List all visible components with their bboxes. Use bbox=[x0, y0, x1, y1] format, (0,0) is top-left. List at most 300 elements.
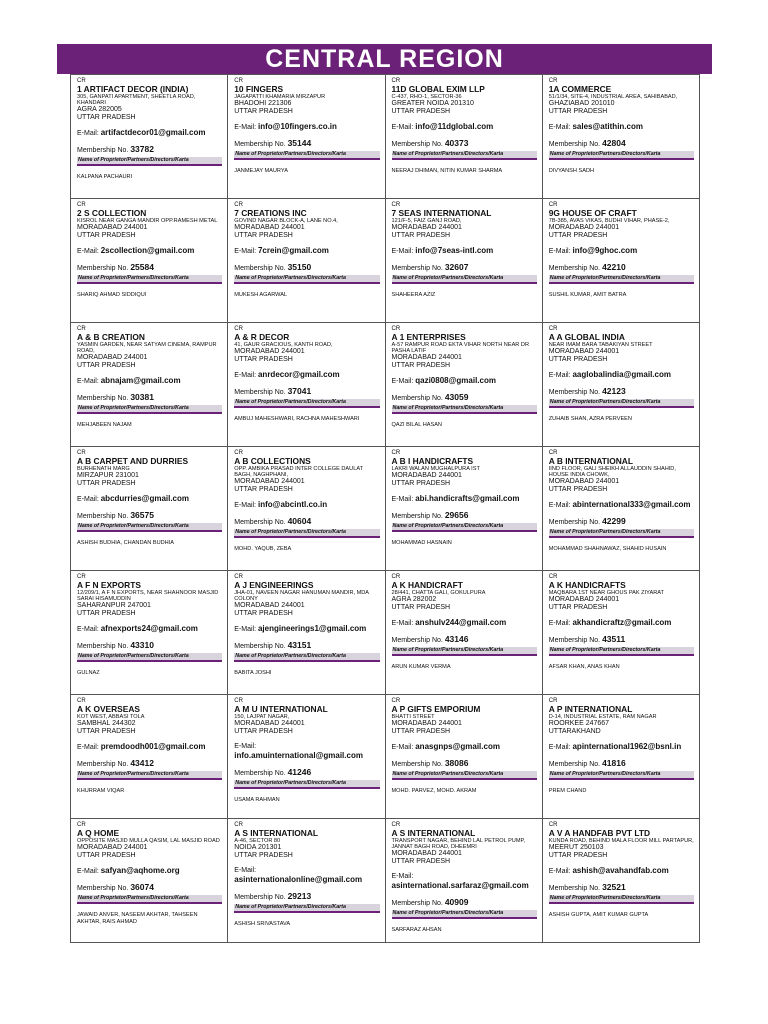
region-code: CR bbox=[234, 202, 243, 208]
proprietor-names: ARUN KUMAR VERMA bbox=[391, 664, 451, 671]
company-address: KISROL NEAR GANGA MANDIR OPP.RAMESH METAL bbox=[77, 218, 218, 224]
membership-label: Membership No. bbox=[234, 389, 286, 397]
membership-row bbox=[77, 883, 222, 893]
email-link[interactable]: abcdurries@gmail.com bbox=[100, 494, 190, 504]
member-directory-grid bbox=[70, 74, 700, 943]
member-card bbox=[71, 323, 228, 447]
company-name: 7 CREATIONS INC bbox=[234, 208, 307, 218]
member-card bbox=[386, 75, 543, 199]
company-name: A S INTERNATIONAL bbox=[234, 828, 318, 838]
company-state: UTTAR PRADESH bbox=[77, 114, 136, 122]
member-card bbox=[71, 819, 228, 943]
proprietor-header: Name of Proprietor/Partners/Directors/Karta bbox=[234, 529, 379, 538]
membership-number: 43059 bbox=[444, 392, 469, 403]
company-state: UTTAR PRADESH bbox=[77, 728, 136, 736]
proprietor-names: PREM CHAND bbox=[548, 788, 587, 795]
proprietor-header: Name of Proprietor/Partners/Directors/Karta bbox=[549, 529, 694, 538]
company-name: A M U INTERNATIONAL bbox=[234, 704, 328, 714]
membership-number: 38086 bbox=[444, 758, 469, 769]
proprietor-header: Name of Proprietor/Partners/Directors/Karta bbox=[77, 771, 222, 780]
proprietor-names: MUKESH AGARWAL bbox=[234, 292, 288, 299]
email-row bbox=[549, 742, 694, 752]
email-link[interactable]: anasgnps@gmail.com bbox=[415, 742, 500, 752]
proprietor-names: MOHAMMAD HASNAIN bbox=[391, 540, 452, 547]
company-state: UTTAR PRADESH bbox=[77, 480, 136, 488]
email-link[interactable]: info.amuinternational@gmail.com bbox=[234, 751, 363, 761]
email-label: E-Mail: bbox=[77, 744, 99, 752]
company-city: MORADABAD 244001 bbox=[548, 348, 620, 356]
email-row bbox=[234, 742, 379, 761]
region-code: CR bbox=[548, 450, 558, 456]
membership-number: 40909 bbox=[444, 897, 469, 908]
email-label: E-Mail: bbox=[77, 496, 99, 504]
company-state: UTTAR PRADESH bbox=[77, 852, 136, 860]
company-name: A J ENGINEERINGS bbox=[234, 580, 314, 590]
membership-label: Membership No. bbox=[548, 519, 601, 527]
region-code: CR bbox=[391, 78, 401, 84]
membership-number: 25584 bbox=[130, 262, 154, 273]
company-state: UTTAR PRADESH bbox=[234, 852, 293, 860]
membership-number: 32607 bbox=[444, 262, 469, 273]
company-address: 121/F-5, FAIZ GANJ ROAD, bbox=[391, 218, 462, 224]
member-card bbox=[543, 75, 700, 199]
company-city: MORADABAD 244001 bbox=[234, 478, 305, 486]
membership-number: 43511 bbox=[602, 634, 626, 645]
company-name: A & B CREATION bbox=[77, 332, 145, 342]
email-label: E-Mail: bbox=[391, 620, 414, 628]
company-city: MIRZAPUR 231001 bbox=[77, 472, 139, 480]
proprietor-names: KALPANA PACHAURI bbox=[77, 174, 133, 181]
company-city: GREATER NOIDA 201310 bbox=[391, 100, 474, 108]
member-card bbox=[228, 695, 385, 819]
email-label: E-Mail: bbox=[548, 248, 571, 256]
membership-row bbox=[549, 635, 694, 645]
company-address: A-46, SECTOR 80 bbox=[234, 838, 281, 844]
proprietor-header: Name of Proprietor/Partners/Directors/Karta bbox=[234, 904, 379, 913]
email-link[interactable]: abinternational333@gmail.com bbox=[572, 500, 691, 510]
email-link[interactable]: 2scollection@gmail.com bbox=[100, 246, 195, 256]
proprietor-header: Name of Proprietor/Partners/Directors/Karta bbox=[234, 653, 379, 662]
proprietor-names: ZUHAIB SHAN, AZRA PERVEEN bbox=[548, 416, 632, 423]
email-row bbox=[549, 866, 694, 876]
email-label: E-Mail: bbox=[234, 502, 257, 510]
company-state: UTTAR PRADESH bbox=[391, 728, 451, 736]
company-name: A P INTERNATIONAL bbox=[548, 704, 633, 714]
email-link[interactable]: info@7seas-intl.com bbox=[415, 246, 494, 256]
membership-label: Membership No. bbox=[77, 265, 129, 273]
company-state: UTTAR PRADESH bbox=[234, 610, 293, 618]
company-city: MORADABAD 244001 bbox=[234, 720, 305, 728]
region-code: CR bbox=[234, 574, 243, 580]
company-city: MORADABAD 244001 bbox=[548, 224, 620, 232]
company-address: JHA-01, NAVEEN NAGAR HANUMAN MANDIR, MDA COLONY bbox=[234, 590, 369, 603]
email-row bbox=[234, 370, 379, 380]
region-code: CR bbox=[391, 574, 401, 580]
email-link[interactable]: ajengineerings1@gmail.com bbox=[257, 624, 367, 634]
member-card bbox=[71, 571, 228, 695]
email-link[interactable]: apinternational1962@bsnl.in bbox=[572, 742, 682, 752]
email-link[interactable]: aaglobalindia@gmail.com bbox=[572, 370, 671, 380]
membership-row bbox=[392, 393, 537, 403]
email-row bbox=[392, 122, 537, 132]
company-address: 12/209/1, A F N EXPORTS, NEAR SHAHNOOR MASJID SARAI HISAMUDDIN bbox=[77, 590, 219, 603]
company-name: A Q HOME bbox=[77, 828, 120, 838]
email-label: E-Mail: bbox=[234, 124, 257, 132]
email-link[interactable]: anshulv244@gmail.com bbox=[415, 618, 507, 628]
company-address: KUNDA ROAD, BEHIND MALA FLOOR MILL PARTAPUR, bbox=[548, 838, 694, 844]
email-link[interactable]: safyan@aqhome.org bbox=[100, 866, 180, 876]
membership-label: Membership No. bbox=[77, 395, 129, 403]
email-link[interactable]: afnexports24@gmail.com bbox=[100, 624, 198, 634]
company-city: BHADOHI 221306 bbox=[234, 100, 292, 108]
company-address: BHATTI STREET bbox=[391, 714, 435, 720]
proprietor-header: Name of Proprietor/Partners/Directors/Karta bbox=[77, 895, 222, 904]
membership-row bbox=[77, 263, 222, 273]
membership-row bbox=[234, 892, 379, 902]
company-address: BURHENATH MARG bbox=[77, 466, 130, 472]
region-code: CR bbox=[77, 450, 86, 456]
region-code: CR bbox=[77, 326, 86, 332]
proprietor-names: ASHISH BUDHIA, CHANDAN BUDHIA bbox=[77, 540, 174, 547]
company-address: C-437, RHO-1, SECTOR-36 bbox=[391, 94, 462, 100]
email-row bbox=[77, 376, 222, 386]
member-card bbox=[386, 695, 543, 819]
email-row bbox=[234, 500, 379, 510]
company-state: UTTAR PRADESH bbox=[234, 356, 293, 364]
proprietor-names: MOHAMMAD SHAHNAWAZ, SHAHID HUSAIN bbox=[548, 546, 667, 553]
company-city: MORADABAD 244001 bbox=[234, 224, 305, 232]
company-name: 1A COMMERCE bbox=[548, 84, 612, 94]
email-label: E-Mail: bbox=[391, 873, 414, 881]
email-row bbox=[77, 246, 222, 256]
proprietor-names: MOHD. PARVEZ, MOHD. AKRAM bbox=[391, 788, 477, 795]
email-link[interactable]: info@9ghoc.com bbox=[572, 246, 638, 256]
company-city: MORADABAD 244001 bbox=[77, 354, 148, 362]
company-city: MORADABAD 244001 bbox=[391, 850, 462, 858]
email-link[interactable]: anrdecor@gmail.com bbox=[257, 370, 340, 380]
member-card bbox=[386, 571, 543, 695]
member-card bbox=[71, 199, 228, 323]
company-name: 9G HOUSE OF CRAFT bbox=[548, 208, 637, 218]
member-card bbox=[543, 323, 700, 447]
email-link[interactable]: sales@atithin.com bbox=[572, 122, 643, 132]
member-card bbox=[71, 75, 228, 199]
email-row bbox=[549, 500, 694, 510]
company-city: MORADABAD 244001 bbox=[391, 224, 462, 232]
company-state: UTTAR PRADESH bbox=[77, 362, 136, 370]
company-address: NEAR IMAM BARA TABAKIYAN STREET bbox=[548, 342, 653, 348]
membership-row bbox=[392, 139, 537, 149]
proprietor-names: USAMA RAHMAN bbox=[234, 797, 280, 804]
company-state: UTTAR PRADESH bbox=[391, 108, 451, 116]
membership-label: Membership No. bbox=[77, 147, 129, 155]
membership-number: 43412 bbox=[130, 758, 154, 769]
member-card bbox=[543, 199, 700, 323]
company-city: AGRA 282005 bbox=[77, 106, 122, 114]
email-label: E-Mail: bbox=[234, 867, 257, 875]
membership-row bbox=[392, 263, 537, 273]
region-code: CR bbox=[234, 698, 243, 704]
company-name: A B I HANDICRAFTS bbox=[391, 456, 474, 466]
company-city: SAHARANPUR 247001 bbox=[77, 602, 151, 610]
email-link[interactable]: asinternational.sarfaraz@gmail.com bbox=[391, 881, 529, 891]
email-link[interactable]: asinternationalonline@gmail.com bbox=[234, 875, 363, 885]
membership-number: 29656 bbox=[444, 510, 469, 521]
membership-number: 30381 bbox=[130, 392, 154, 403]
membership-label: Membership No. bbox=[77, 885, 129, 893]
membership-label: Membership No. bbox=[234, 894, 286, 902]
region-code: CR bbox=[548, 698, 558, 704]
page-title: CENTRAL REGION bbox=[57, 44, 712, 74]
email-link[interactable]: artifactdecor01@gmail.com bbox=[100, 128, 206, 138]
region-code: CR bbox=[391, 450, 401, 456]
company-address: KOT WEST, ABBASI TOLA bbox=[77, 714, 145, 720]
membership-label: Membership No. bbox=[548, 389, 601, 397]
membership-number: 42210 bbox=[602, 262, 626, 273]
membership-label: Membership No. bbox=[391, 265, 443, 273]
company-city: MORADABAD 244001 bbox=[548, 478, 620, 486]
membership-row bbox=[234, 517, 379, 527]
member-card bbox=[543, 447, 700, 571]
proprietor-header: Name of Proprietor/Partners/Directors/Karta bbox=[234, 151, 379, 160]
company-name: 11D GLOBAL EXIM LLP bbox=[391, 84, 485, 94]
membership-label: Membership No. bbox=[77, 761, 129, 769]
proprietor-names: JAWAID ANVER, NASEEM AKHTAR, TAHSEEN AKHTAR, RAIS AHMAD bbox=[77, 912, 198, 925]
company-name: A B CARPET AND DURRIES bbox=[77, 456, 189, 466]
company-address: IIND FLOOR, GALI SHEIKH ALLAUDDIN SHAHID, HOUSE INDIA CHOWK, bbox=[548, 466, 676, 479]
company-address: 150, LAJPAT NAGAR, bbox=[234, 714, 290, 720]
membership-label: Membership No. bbox=[391, 141, 443, 149]
proprietor-header: Name of Proprietor/Partners/Directors/Karta bbox=[549, 895, 694, 904]
company-city: MORADABAD 244001 bbox=[234, 348, 305, 356]
company-state: UTTARAKHAND bbox=[548, 728, 601, 736]
email-label: E-Mail: bbox=[548, 502, 571, 510]
email-row bbox=[77, 494, 222, 504]
email-label: E-Mail: bbox=[234, 743, 257, 751]
email-label: E-Mail: bbox=[77, 378, 99, 386]
membership-label: Membership No. bbox=[234, 643, 286, 651]
company-address: 7B-385, AVAS VIKAS, BUDHI VIHAR, PHASE-2, bbox=[548, 218, 670, 224]
membership-row bbox=[234, 387, 379, 397]
email-label: E-Mail: bbox=[234, 248, 257, 256]
proprietor-header: Name of Proprietor/Partners/Directors/Karta bbox=[234, 275, 379, 284]
membership-row bbox=[234, 263, 379, 273]
company-name: A & R DECOR bbox=[234, 332, 290, 342]
company-city: MORADABAD 244001 bbox=[391, 720, 462, 728]
membership-label: Membership No. bbox=[548, 761, 601, 769]
region-code: CR bbox=[391, 698, 401, 704]
membership-number: 36575 bbox=[130, 510, 154, 521]
company-name: A 1 ENTERPRISES bbox=[391, 332, 466, 342]
email-label: E-Mail: bbox=[234, 626, 257, 634]
company-name: 2 S COLLECTION bbox=[77, 208, 147, 218]
proprietor-header: Name of Proprietor/Partners/Directors/Karta bbox=[77, 275, 222, 284]
membership-number: 43151 bbox=[287, 640, 312, 651]
company-name: A P GIFTS EMPORIUM bbox=[391, 704, 481, 714]
email-link[interactable]: abnajam@gmail.com bbox=[100, 376, 181, 386]
region-code: CR bbox=[77, 202, 86, 208]
company-city: MORADABAD 244001 bbox=[391, 354, 462, 362]
membership-label: Membership No. bbox=[548, 265, 601, 273]
company-name: 7 SEAS INTERNATIONAL bbox=[391, 208, 492, 218]
company-name: A A GLOBAL INDIA bbox=[548, 332, 625, 342]
company-state: UTTAR PRADESH bbox=[391, 480, 451, 488]
email-link[interactable]: info@10fingers.co.in bbox=[257, 122, 337, 132]
company-state: UTTAR PRADESH bbox=[391, 362, 451, 370]
member-card bbox=[386, 199, 543, 323]
member-card bbox=[228, 571, 385, 695]
company-city: AGRA 282002 bbox=[391, 596, 437, 604]
proprietor-names: SHAHEERA AZIZ bbox=[391, 292, 436, 299]
membership-row bbox=[549, 759, 694, 769]
membership-number: 40604 bbox=[287, 516, 312, 527]
email-label: E-Mail: bbox=[391, 248, 414, 256]
email-row bbox=[77, 128, 222, 138]
membership-label: Membership No. bbox=[234, 519, 286, 527]
proprietor-names: MEHJABEEN NAJAM bbox=[77, 422, 132, 429]
membership-number: 35150 bbox=[287, 262, 312, 273]
proprietor-header: Name of Proprietor/Partners/Directors/Karta bbox=[392, 405, 537, 414]
proprietor-header: Name of Proprietor/Partners/Directors/Karta bbox=[392, 910, 537, 919]
membership-row bbox=[392, 898, 537, 908]
email-link[interactable]: premdoodh001@gmail.com bbox=[100, 742, 206, 752]
membership-label: Membership No. bbox=[548, 885, 601, 893]
membership-row bbox=[77, 511, 222, 521]
company-state: UTTAR PRADESH bbox=[548, 604, 608, 612]
company-state: UTTAR PRADESH bbox=[234, 108, 293, 116]
region-code: CR bbox=[77, 822, 86, 828]
membership-number: 40373 bbox=[444, 138, 469, 149]
proprietor-names: KHURRAM VIQAR bbox=[77, 788, 125, 795]
proprietor-names: SARFARAZ AHSAN bbox=[391, 927, 442, 934]
proprietor-header: Name of Proprietor/Partners/Directors/Karta bbox=[234, 399, 379, 408]
proprietor-header: Name of Proprietor/Partners/Directors/Karta bbox=[549, 399, 694, 408]
proprietor-header: Name of Proprietor/Partners/Directors/Karta bbox=[77, 405, 222, 414]
company-state: UTTAR PRADESH bbox=[391, 858, 451, 866]
company-state: UTTAR PRADESH bbox=[391, 604, 451, 612]
company-name: A B COLLECTIONS bbox=[234, 456, 311, 466]
company-city: MORADABAD 244001 bbox=[77, 844, 148, 852]
email-row bbox=[392, 376, 537, 386]
company-city: NOIDA 201301 bbox=[234, 844, 282, 852]
membership-row bbox=[77, 145, 222, 155]
proprietor-names: ASHISH SRIVASTAVA bbox=[234, 921, 291, 928]
proprietor-header: Name of Proprietor/Partners/Directors/Karta bbox=[549, 647, 694, 656]
membership-label: Membership No. bbox=[77, 513, 129, 521]
email-link[interactable]: info@11dglobal.com bbox=[415, 122, 494, 132]
email-label: E-Mail: bbox=[77, 130, 99, 138]
email-link[interactable]: 7crein@gmail.com bbox=[257, 246, 329, 256]
membership-row bbox=[77, 759, 222, 769]
membership-label: Membership No. bbox=[234, 265, 286, 273]
membership-label: Membership No. bbox=[391, 637, 443, 645]
company-state: UTTAR PRADESH bbox=[548, 232, 608, 240]
email-row bbox=[77, 624, 222, 634]
company-address: YASMIN GARDEN, NEAR SATYAM CINEMA, RAMPUR ROAD, bbox=[77, 342, 217, 355]
proprietor-names: DIVYANSH SADH bbox=[548, 168, 595, 175]
company-city: SAMBHAL 244302 bbox=[77, 720, 136, 728]
company-state: UTTAR PRADESH bbox=[77, 232, 136, 240]
company-address: GOVIND NAGAR BLOCK-A, LANE NO.4, bbox=[234, 218, 338, 224]
company-state: UTTAR PRADESH bbox=[548, 486, 608, 494]
email-label: E-Mail: bbox=[391, 744, 414, 752]
email-label: E-Mail: bbox=[77, 626, 99, 634]
region-code: CR bbox=[234, 450, 243, 456]
company-name: A B INTERNATIONAL bbox=[548, 456, 633, 466]
email-row bbox=[392, 872, 537, 891]
member-card bbox=[386, 819, 543, 943]
company-city: MORADABAD 244001 bbox=[548, 596, 620, 604]
email-row bbox=[77, 866, 222, 876]
email-row bbox=[392, 742, 537, 752]
company-city: MORADABAD 244001 bbox=[77, 224, 148, 232]
membership-label: Membership No. bbox=[77, 643, 129, 651]
email-row bbox=[549, 618, 694, 628]
email-link[interactable]: akhandicraftz@gmail.com bbox=[572, 618, 672, 628]
proprietor-names: BABITA JOSHI bbox=[234, 670, 272, 677]
membership-label: Membership No. bbox=[391, 900, 443, 908]
proprietor-names: MOHD. YAQUB, ZEBA bbox=[234, 546, 292, 553]
email-link[interactable]: info@abcintl.co.in bbox=[257, 500, 328, 510]
email-row bbox=[234, 122, 379, 132]
company-city: ROORKEE 247667 bbox=[548, 720, 610, 728]
company-name: A K OVERSEAS bbox=[77, 704, 140, 714]
email-link[interactable]: abi.handicrafts@gmail.com bbox=[415, 494, 520, 504]
membership-row bbox=[77, 393, 222, 403]
company-name: A S INTERNATIONAL bbox=[391, 828, 476, 838]
region-code: CR bbox=[234, 822, 243, 828]
membership-row bbox=[549, 263, 694, 273]
membership-row bbox=[234, 641, 379, 651]
email-row bbox=[234, 246, 379, 256]
company-city: GHAZIABAD 201010 bbox=[548, 100, 615, 108]
email-label: E-Mail: bbox=[77, 248, 99, 256]
proprietor-header: Name of Proprietor/Partners/Directors/Karta bbox=[392, 523, 537, 532]
company-address: D-14, INDUSTRIAL ESTATE, RAM NAGAR bbox=[548, 714, 657, 720]
company-city: MORADABAD 244001 bbox=[234, 602, 305, 610]
region-code: CR bbox=[391, 822, 401, 828]
company-state: UTTAR PRADESH bbox=[234, 728, 293, 736]
member-card bbox=[228, 323, 385, 447]
email-row bbox=[392, 246, 537, 256]
proprietor-header: Name of Proprietor/Partners/Directors/Karta bbox=[549, 275, 694, 284]
membership-label: Membership No. bbox=[234, 770, 286, 778]
email-link[interactable]: qazi0808@gmail.com bbox=[415, 376, 496, 386]
company-state: UTTAR PRADESH bbox=[391, 232, 451, 240]
email-label: E-Mail: bbox=[391, 496, 414, 504]
proprietor-names: SUSHIL KUMAR, AMIT BATRA bbox=[548, 292, 627, 299]
membership-number: 42299 bbox=[602, 516, 626, 527]
email-label: E-Mail: bbox=[548, 620, 571, 628]
member-card bbox=[228, 199, 385, 323]
membership-number: 37041 bbox=[287, 386, 312, 397]
membership-number: 32521 bbox=[602, 882, 626, 893]
company-address: JAGAPATTI KHAMARIA MIRZAPUR bbox=[234, 94, 326, 100]
membership-row bbox=[392, 759, 537, 769]
proprietor-header: Name of Proprietor/Partners/Directors/Karta bbox=[549, 151, 694, 160]
proprietor-header: Name of Proprietor/Partners/Directors/Karta bbox=[392, 771, 537, 780]
email-row bbox=[392, 494, 537, 504]
member-card bbox=[543, 571, 700, 695]
email-link[interactable]: ashish@avahandfab.com bbox=[572, 866, 669, 876]
proprietor-names: SHARIQ AHMAD SIDDIQUI bbox=[77, 292, 147, 299]
membership-number: 41816 bbox=[602, 758, 626, 769]
company-state: UTTAR PRADESH bbox=[548, 108, 608, 116]
company-name: A V A HANDFAB PVT LTD bbox=[548, 828, 651, 838]
member-card bbox=[228, 447, 385, 571]
email-label: E-Mail: bbox=[548, 868, 571, 876]
proprietor-names: AMBUJ MAHESHWARI, RACHNA MAHESHWARI bbox=[234, 416, 360, 423]
